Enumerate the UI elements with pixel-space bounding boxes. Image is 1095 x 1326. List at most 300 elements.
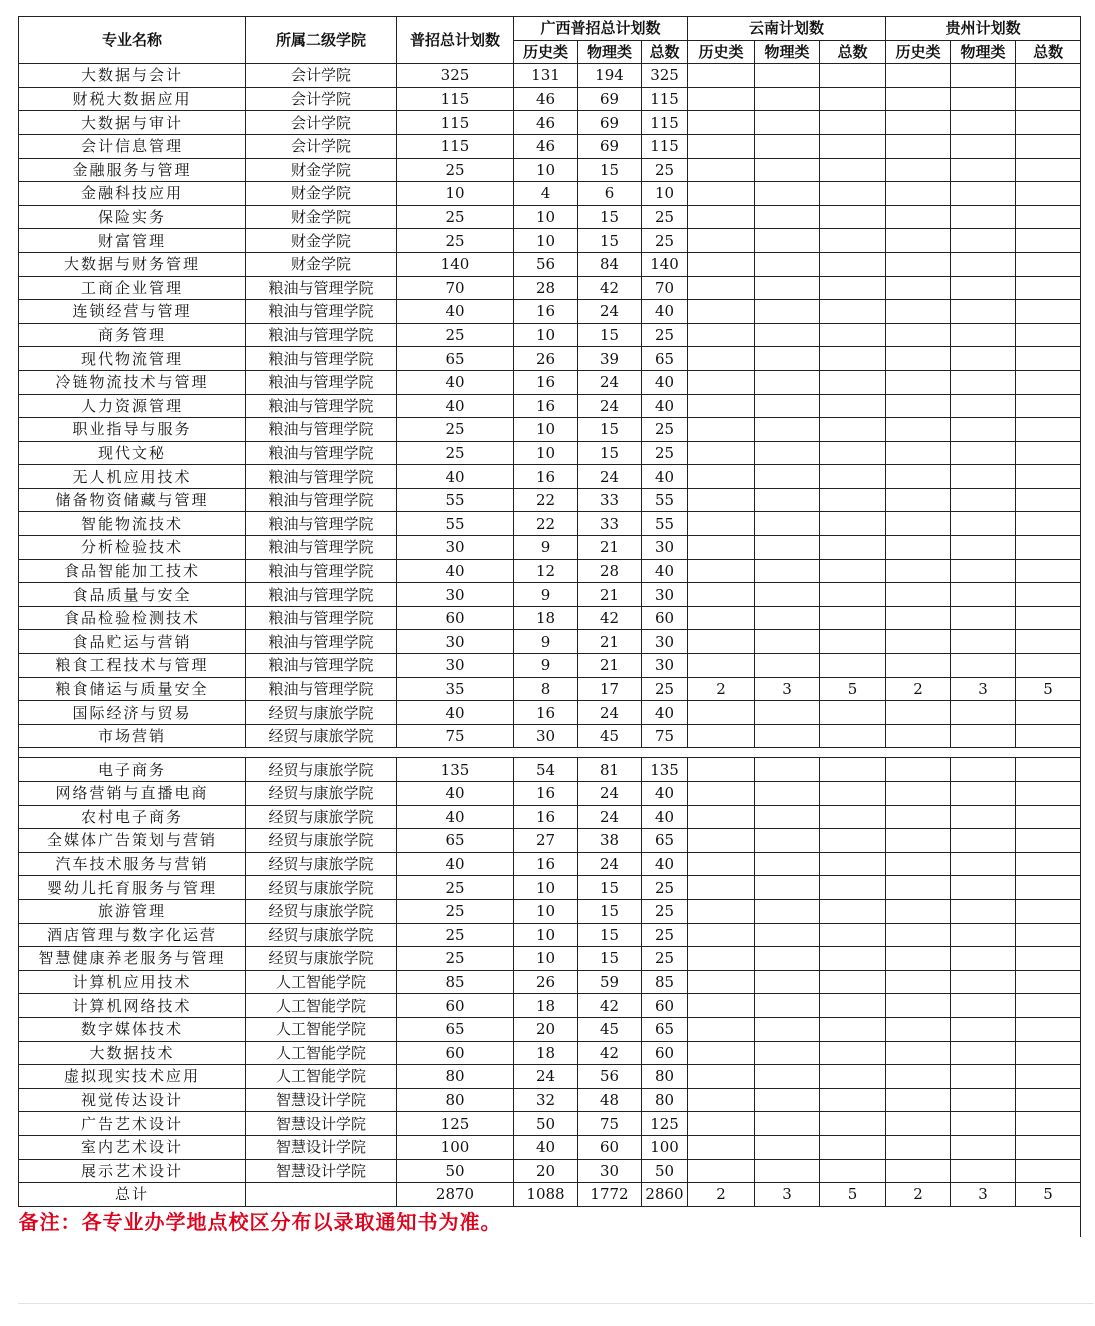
cell-guangxi-physics: 15 bbox=[578, 899, 642, 923]
cell-yunnan-sum bbox=[820, 899, 886, 923]
cell-guangxi-sum: 75 bbox=[642, 724, 688, 748]
cell-college: 粮油与管理学院 bbox=[246, 606, 397, 630]
cell-major: 婴幼儿托育服务与管理 bbox=[19, 876, 246, 900]
cell-guangxi-sum: 25 bbox=[642, 323, 688, 347]
cell-total-plan: 50 bbox=[397, 1159, 514, 1183]
cell-guizhou-physics bbox=[951, 1041, 1016, 1065]
cell-major: 保险实务 bbox=[19, 205, 246, 229]
cell-guizhou-sum: 5 bbox=[1016, 1183, 1081, 1207]
table-row bbox=[19, 876, 1081, 900]
cell-total-plan: 30 bbox=[397, 536, 514, 560]
cell-guangxi-sum: 25 bbox=[642, 876, 688, 900]
cell-guangxi-physics: 42 bbox=[578, 1041, 642, 1065]
cell-yunnan-history bbox=[688, 1065, 755, 1089]
cell-guangxi-physics: 84 bbox=[578, 252, 642, 276]
cell-guangxi-history: 10 bbox=[514, 899, 578, 923]
cell-total-plan: 30 bbox=[397, 630, 514, 654]
cell-guizhou-history bbox=[886, 323, 951, 347]
cell-guizhou-history bbox=[886, 370, 951, 394]
cell-guizhou-sum bbox=[1016, 876, 1081, 900]
cell-yunnan-history bbox=[688, 923, 755, 947]
cell-yunnan-sum bbox=[820, 606, 886, 630]
cell-yunnan-physics bbox=[755, 1159, 820, 1183]
cell-major: 食品智能加工技术 bbox=[19, 559, 246, 583]
cell-guangxi-physics: 42 bbox=[578, 276, 642, 300]
cell-yunnan-history bbox=[688, 1112, 755, 1136]
cell-guangxi-physics: 21 bbox=[578, 654, 642, 678]
cell-total-plan: 65 bbox=[397, 829, 514, 853]
cell-major: 计算机网络技术 bbox=[19, 994, 246, 1018]
cell-guizhou-sum bbox=[1016, 970, 1081, 994]
cell-college: 经贸与康旅学院 bbox=[246, 758, 397, 782]
cell-guizhou-sum bbox=[1016, 947, 1081, 971]
cell-yunnan-sum bbox=[820, 1159, 886, 1183]
cell-guangxi-history: 27 bbox=[514, 829, 578, 853]
cell-guangxi-sum: 40 bbox=[642, 852, 688, 876]
cell-major: 国际经济与贸易 bbox=[19, 701, 246, 725]
table-row bbox=[19, 559, 1081, 583]
cell-total-plan: 55 bbox=[397, 488, 514, 512]
cell-college: 智慧设计学院 bbox=[246, 1088, 397, 1112]
cell-yunnan-physics bbox=[755, 829, 820, 853]
header-yunnan: 云南计划数 bbox=[688, 17, 886, 41]
cell-guangxi-history: 10 bbox=[514, 158, 578, 182]
cell-yunnan-history bbox=[688, 441, 755, 465]
cell-college: 粮油与管理学院 bbox=[246, 300, 397, 324]
cell-guangxi-sum: 30 bbox=[642, 654, 688, 678]
cell-college: 会计学院 bbox=[246, 134, 397, 158]
cell-yunnan-history bbox=[688, 205, 755, 229]
cell-guangxi-sum: 60 bbox=[642, 606, 688, 630]
bottom-divider bbox=[18, 1303, 1094, 1304]
cell-major: 智能物流技术 bbox=[19, 512, 246, 536]
cell-guizhou-sum bbox=[1016, 300, 1081, 324]
cell-yunnan-physics bbox=[755, 394, 820, 418]
cell-total-plan: 135 bbox=[397, 758, 514, 782]
cell-total-plan: 40 bbox=[397, 805, 514, 829]
cell-guangxi-physics: 24 bbox=[578, 300, 642, 324]
cell-guangxi-physics: 56 bbox=[578, 1065, 642, 1089]
cell-guangxi-sum: 40 bbox=[642, 805, 688, 829]
cell-guizhou-history bbox=[886, 1017, 951, 1041]
cell-guizhou-physics bbox=[951, 724, 1016, 748]
cell-guangxi-physics: 24 bbox=[578, 852, 642, 876]
cell-college: 粮油与管理学院 bbox=[246, 441, 397, 465]
cell-total-plan: 125 bbox=[397, 1112, 514, 1136]
cell-guangxi-sum: 65 bbox=[642, 829, 688, 853]
cell-college: 经贸与康旅学院 bbox=[246, 701, 397, 725]
cell-college: 粮油与管理学院 bbox=[246, 654, 397, 678]
cell-college: 财金学院 bbox=[246, 158, 397, 182]
cell-guangxi-physics: 69 bbox=[578, 87, 642, 111]
cell-guangxi-history: 40 bbox=[514, 1135, 578, 1159]
cell-guizhou-history bbox=[886, 1135, 951, 1159]
cell-guangxi-history: 46 bbox=[514, 134, 578, 158]
cell-guangxi-history: 16 bbox=[514, 852, 578, 876]
cell-major: 无人机应用技术 bbox=[19, 465, 246, 489]
cell-yunnan-sum bbox=[820, 724, 886, 748]
header-guizhou: 贵州计划数 bbox=[886, 17, 1081, 41]
cell-guangxi-history: 16 bbox=[514, 300, 578, 324]
cell-guangxi-history: 9 bbox=[514, 654, 578, 678]
cell-guangxi-sum: 25 bbox=[642, 229, 688, 253]
cell-guangxi-history: 9 bbox=[514, 536, 578, 560]
cell-major: 计算机应用技术 bbox=[19, 970, 246, 994]
cell-yunnan-physics bbox=[755, 205, 820, 229]
cell-guangxi-physics: 15 bbox=[578, 158, 642, 182]
cell-total-plan: 55 bbox=[397, 512, 514, 536]
cell-yunnan-sum: 5 bbox=[820, 1183, 886, 1207]
cell-guangxi-physics: 60 bbox=[578, 1135, 642, 1159]
cell-guizhou-history bbox=[886, 536, 951, 560]
table-row bbox=[19, 994, 1081, 1018]
cell-guizhou-sum bbox=[1016, 701, 1081, 725]
cell-guangxi-sum: 70 bbox=[642, 276, 688, 300]
cell-guizhou-physics bbox=[951, 970, 1016, 994]
cell-total-plan: 40 bbox=[397, 782, 514, 806]
cell-total-plan: 25 bbox=[397, 923, 514, 947]
cell-guizhou-history bbox=[886, 559, 951, 583]
cell-yunnan-sum bbox=[820, 782, 886, 806]
cell-college: 人工智能学院 bbox=[246, 1041, 397, 1065]
cell-college: 经贸与康旅学院 bbox=[246, 923, 397, 947]
cell-guizhou-history bbox=[886, 1041, 951, 1065]
cell-college: 粮油与管理学院 bbox=[246, 418, 397, 442]
cell-yunnan-physics bbox=[755, 488, 820, 512]
table-row bbox=[19, 536, 1081, 560]
cell-guizhou-sum bbox=[1016, 654, 1081, 678]
cell-guizhou-physics bbox=[951, 323, 1016, 347]
cell-yunnan-sum bbox=[820, 111, 886, 135]
cell-guangxi-physics: 15 bbox=[578, 229, 642, 253]
cell-guangxi-history: 26 bbox=[514, 347, 578, 371]
cell-major: 数字媒体技术 bbox=[19, 1017, 246, 1041]
cell-guangxi-sum: 25 bbox=[642, 205, 688, 229]
cell-guizhou-physics bbox=[951, 465, 1016, 489]
cell-yunnan-physics bbox=[755, 252, 820, 276]
cell-major: 虚拟现实技术应用 bbox=[19, 1065, 246, 1089]
cell-guizhou-sum bbox=[1016, 724, 1081, 748]
cell-college: 粮油与管理学院 bbox=[246, 583, 397, 607]
cell-major: 大数据与审计 bbox=[19, 111, 246, 135]
cell-guizhou-history bbox=[886, 994, 951, 1018]
cell-yunnan-history: 2 bbox=[688, 1183, 755, 1207]
cell-yunnan-history bbox=[688, 724, 755, 748]
cell-major: 旅游管理 bbox=[19, 899, 246, 923]
cell-guangxi-physics: 15 bbox=[578, 205, 642, 229]
cell-yunnan-physics bbox=[755, 805, 820, 829]
table-row bbox=[19, 134, 1081, 158]
cell-guizhou-sum bbox=[1016, 323, 1081, 347]
page-break-gap bbox=[19, 748, 1081, 758]
cell-yunnan-sum bbox=[820, 134, 886, 158]
cell-guizhou-sum bbox=[1016, 606, 1081, 630]
cell-yunnan-sum bbox=[820, 300, 886, 324]
cell-yunnan-sum bbox=[820, 465, 886, 489]
cell-guangxi-physics: 39 bbox=[578, 347, 642, 371]
cell-guizhou-sum bbox=[1016, 252, 1081, 276]
cell-guizhou-history bbox=[886, 64, 951, 88]
cell-guizhou-sum bbox=[1016, 1112, 1081, 1136]
cell-guizhou-sum bbox=[1016, 1135, 1081, 1159]
cell-yunnan-sum bbox=[820, 923, 886, 947]
cell-guangxi-sum: 25 bbox=[642, 899, 688, 923]
cell-guangxi-physics: 69 bbox=[578, 134, 642, 158]
cell-guizhou-sum bbox=[1016, 111, 1081, 135]
cell-yunnan-sum bbox=[820, 394, 886, 418]
cell-guangxi-physics: 24 bbox=[578, 805, 642, 829]
cell-guizhou-sum bbox=[1016, 347, 1081, 371]
table-row bbox=[19, 654, 1081, 678]
cell-yunnan-physics bbox=[755, 1112, 820, 1136]
cell-guizhou-history bbox=[886, 701, 951, 725]
cell-guizhou-sum bbox=[1016, 158, 1081, 182]
cell-guizhou-history bbox=[886, 724, 951, 748]
cell-guangxi-history: 18 bbox=[514, 1041, 578, 1065]
cell-guizhou-history bbox=[886, 347, 951, 371]
cell-yunnan-history bbox=[688, 418, 755, 442]
cell-major: 财富管理 bbox=[19, 229, 246, 253]
cell-guizhou-history bbox=[886, 158, 951, 182]
cell-guizhou-physics bbox=[951, 758, 1016, 782]
table-row bbox=[19, 1088, 1081, 1112]
cell-guizhou-sum bbox=[1016, 64, 1081, 88]
header-yunnan-history: 历史类 bbox=[688, 40, 755, 64]
cell-total-plan: 40 bbox=[397, 852, 514, 876]
cell-guizhou-physics bbox=[951, 536, 1016, 560]
cell-college: 经贸与康旅学院 bbox=[246, 782, 397, 806]
cell-guangxi-sum: 25 bbox=[642, 947, 688, 971]
cell-yunnan-sum bbox=[820, 64, 886, 88]
cell-major: 分析检验技术 bbox=[19, 536, 246, 560]
cell-college: 经贸与康旅学院 bbox=[246, 805, 397, 829]
cell-guizhou-history bbox=[886, 512, 951, 536]
cell-total-plan: 115 bbox=[397, 87, 514, 111]
cell-yunnan-sum bbox=[820, 559, 886, 583]
cell-college: 人工智能学院 bbox=[246, 970, 397, 994]
cell-college: 经贸与康旅学院 bbox=[246, 829, 397, 853]
cell-total-plan: 60 bbox=[397, 994, 514, 1018]
cell-yunnan-history bbox=[688, 994, 755, 1018]
cell-college: 人工智能学院 bbox=[246, 1065, 397, 1089]
cell-guangxi-sum: 55 bbox=[642, 512, 688, 536]
cell-yunnan-physics bbox=[755, 300, 820, 324]
cell-guangxi-history: 1088 bbox=[514, 1183, 578, 1207]
cell-major: 金融科技应用 bbox=[19, 182, 246, 206]
cell-guangxi-history: 12 bbox=[514, 559, 578, 583]
table-row bbox=[19, 1112, 1081, 1136]
cell-yunnan-history bbox=[688, 899, 755, 923]
table-row bbox=[19, 1159, 1081, 1183]
cell-guangxi-history: 16 bbox=[514, 370, 578, 394]
cell-major: 大数据与会计 bbox=[19, 64, 246, 88]
cell-yunnan-history bbox=[688, 300, 755, 324]
gap-cell bbox=[19, 748, 1081, 758]
table-row bbox=[19, 899, 1081, 923]
cell-guangxi-physics: 21 bbox=[578, 583, 642, 607]
cell-yunnan-history bbox=[688, 1135, 755, 1159]
cell-college: 粮油与管理学院 bbox=[246, 465, 397, 489]
cell-major: 全媒体广告策划与营销 bbox=[19, 829, 246, 853]
cell-college bbox=[246, 1183, 397, 1207]
cell-guizhou-sum bbox=[1016, 276, 1081, 300]
table-row bbox=[19, 418, 1081, 442]
cell-major: 食品检验检测技术 bbox=[19, 606, 246, 630]
note-row bbox=[19, 1206, 1081, 1237]
cell-guizhou-sum bbox=[1016, 782, 1081, 806]
cell-guangxi-sum: 10 bbox=[642, 182, 688, 206]
cell-total-plan: 85 bbox=[397, 970, 514, 994]
cell-major: 大数据技术 bbox=[19, 1041, 246, 1065]
cell-guangxi-history: 28 bbox=[514, 276, 578, 300]
cell-yunnan-history bbox=[688, 852, 755, 876]
cell-guizhou-physics bbox=[951, 701, 1016, 725]
cell-guizhou-history bbox=[886, 418, 951, 442]
cell-guangxi-sum: 65 bbox=[642, 347, 688, 371]
cell-guangxi-history: 46 bbox=[514, 87, 578, 111]
cell-guangxi-history: 10 bbox=[514, 947, 578, 971]
cell-guizhou-physics bbox=[951, 876, 1016, 900]
cell-yunnan-physics bbox=[755, 724, 820, 748]
cell-yunnan-history bbox=[688, 947, 755, 971]
cell-guangxi-sum: 40 bbox=[642, 370, 688, 394]
cell-yunnan-sum bbox=[820, 852, 886, 876]
cell-yunnan-history bbox=[688, 370, 755, 394]
cell-guizhou-physics bbox=[951, 158, 1016, 182]
cell-guizhou-physics bbox=[951, 205, 1016, 229]
table-row bbox=[19, 87, 1081, 111]
cell-guangxi-sum: 30 bbox=[642, 630, 688, 654]
cell-yunnan-physics: 3 bbox=[755, 677, 820, 701]
cell-total-plan: 40 bbox=[397, 370, 514, 394]
cell-total-plan: 60 bbox=[397, 1041, 514, 1065]
cell-guangxi-sum: 85 bbox=[642, 970, 688, 994]
cell-guizhou-physics bbox=[951, 229, 1016, 253]
table-row bbox=[19, 64, 1081, 88]
cell-guizhou-history bbox=[886, 205, 951, 229]
cell-total-plan: 40 bbox=[397, 701, 514, 725]
table-row bbox=[19, 465, 1081, 489]
cell-college: 财金学院 bbox=[246, 205, 397, 229]
cell-guizhou-physics bbox=[951, 1065, 1016, 1089]
cell-guizhou-history bbox=[886, 1112, 951, 1136]
cell-college: 智慧设计学院 bbox=[246, 1135, 397, 1159]
cell-yunnan-physics bbox=[755, 1041, 820, 1065]
cell-major: 冷链物流技术与管理 bbox=[19, 370, 246, 394]
cell-yunnan-history bbox=[688, 465, 755, 489]
cell-guizhou-physics bbox=[951, 64, 1016, 88]
cell-guizhou-history bbox=[886, 583, 951, 607]
cell-total-plan: 25 bbox=[397, 158, 514, 182]
table-row bbox=[19, 758, 1081, 782]
cell-guizhou-history: 2 bbox=[886, 677, 951, 701]
cell-yunnan-history bbox=[688, 654, 755, 678]
cell-major: 现代物流管理 bbox=[19, 347, 246, 371]
cell-guangxi-sum: 25 bbox=[642, 677, 688, 701]
cell-yunnan-sum bbox=[820, 87, 886, 111]
cell-yunnan-history bbox=[688, 134, 755, 158]
cell-yunnan-sum bbox=[820, 536, 886, 560]
header-total-plan: 普招总计划数 bbox=[397, 17, 514, 64]
cell-guizhou-history bbox=[886, 970, 951, 994]
table-row bbox=[19, 111, 1081, 135]
cell-guizhou-physics bbox=[951, 488, 1016, 512]
cell-major: 粮食储运与质量安全 bbox=[19, 677, 246, 701]
cell-total-plan: 25 bbox=[397, 418, 514, 442]
cell-college: 会计学院 bbox=[246, 111, 397, 135]
cell-guangxi-history: 20 bbox=[514, 1159, 578, 1183]
cell-yunnan-physics bbox=[755, 1135, 820, 1159]
cell-guangxi-sum: 55 bbox=[642, 488, 688, 512]
cell-total-plan: 25 bbox=[397, 441, 514, 465]
cell-guizhou-physics bbox=[951, 1088, 1016, 1112]
cell-college: 财金学院 bbox=[246, 182, 397, 206]
cell-yunnan-history bbox=[688, 512, 755, 536]
cell-total-plan: 10 bbox=[397, 182, 514, 206]
cell-guangxi-physics: 38 bbox=[578, 829, 642, 853]
cell-yunnan-sum bbox=[820, 970, 886, 994]
cell-major: 工商企业管理 bbox=[19, 276, 246, 300]
cell-guangxi-history: 16 bbox=[514, 394, 578, 418]
cell-guangxi-sum: 40 bbox=[642, 701, 688, 725]
cell-yunnan-history bbox=[688, 87, 755, 111]
cell-guizhou-sum bbox=[1016, 441, 1081, 465]
cell-guizhou-physics bbox=[951, 394, 1016, 418]
table-row bbox=[19, 852, 1081, 876]
cell-yunnan-physics bbox=[755, 654, 820, 678]
cell-guangxi-history: 30 bbox=[514, 724, 578, 748]
cell-yunnan-history bbox=[688, 829, 755, 853]
cell-major: 总计 bbox=[19, 1183, 246, 1207]
cell-yunnan-sum bbox=[820, 1065, 886, 1089]
table-row bbox=[19, 829, 1081, 853]
cell-yunnan-history bbox=[688, 630, 755, 654]
cell-total-plan: 40 bbox=[397, 300, 514, 324]
cell-total-plan: 35 bbox=[397, 677, 514, 701]
cell-yunnan-history bbox=[688, 488, 755, 512]
cell-guangxi-physics: 42 bbox=[578, 606, 642, 630]
cell-guizhou-history bbox=[886, 276, 951, 300]
cell-major: 汽车技术服务与营销 bbox=[19, 852, 246, 876]
cell-yunnan-history bbox=[688, 111, 755, 135]
cell-total-plan: 140 bbox=[397, 252, 514, 276]
cell-guangxi-physics: 45 bbox=[578, 1017, 642, 1041]
table-row bbox=[19, 229, 1081, 253]
cell-guizhou-history bbox=[886, 758, 951, 782]
cell-guangxi-physics: 15 bbox=[578, 323, 642, 347]
cell-guizhou-history bbox=[886, 923, 951, 947]
cell-guizhou-physics bbox=[951, 1135, 1016, 1159]
cell-yunnan-physics bbox=[755, 323, 820, 347]
cell-guangxi-physics: 15 bbox=[578, 923, 642, 947]
cell-guizhou-sum bbox=[1016, 1088, 1081, 1112]
cell-total-plan: 70 bbox=[397, 276, 514, 300]
cell-major: 商务管理 bbox=[19, 323, 246, 347]
cell-total-plan: 75 bbox=[397, 724, 514, 748]
cell-guangxi-history: 8 bbox=[514, 677, 578, 701]
cell-total-plan: 25 bbox=[397, 229, 514, 253]
cell-guangxi-sum: 115 bbox=[642, 111, 688, 135]
cell-guizhou-sum bbox=[1016, 1065, 1081, 1089]
cell-guizhou-history bbox=[886, 1088, 951, 1112]
cell-yunnan-history bbox=[688, 606, 755, 630]
cell-guizhou-physics bbox=[951, 276, 1016, 300]
cell-yunnan-physics bbox=[755, 134, 820, 158]
table-row bbox=[19, 724, 1081, 748]
cell-guangxi-history: 18 bbox=[514, 606, 578, 630]
cell-major: 室内艺术设计 bbox=[19, 1135, 246, 1159]
cell-guangxi-sum: 60 bbox=[642, 994, 688, 1018]
